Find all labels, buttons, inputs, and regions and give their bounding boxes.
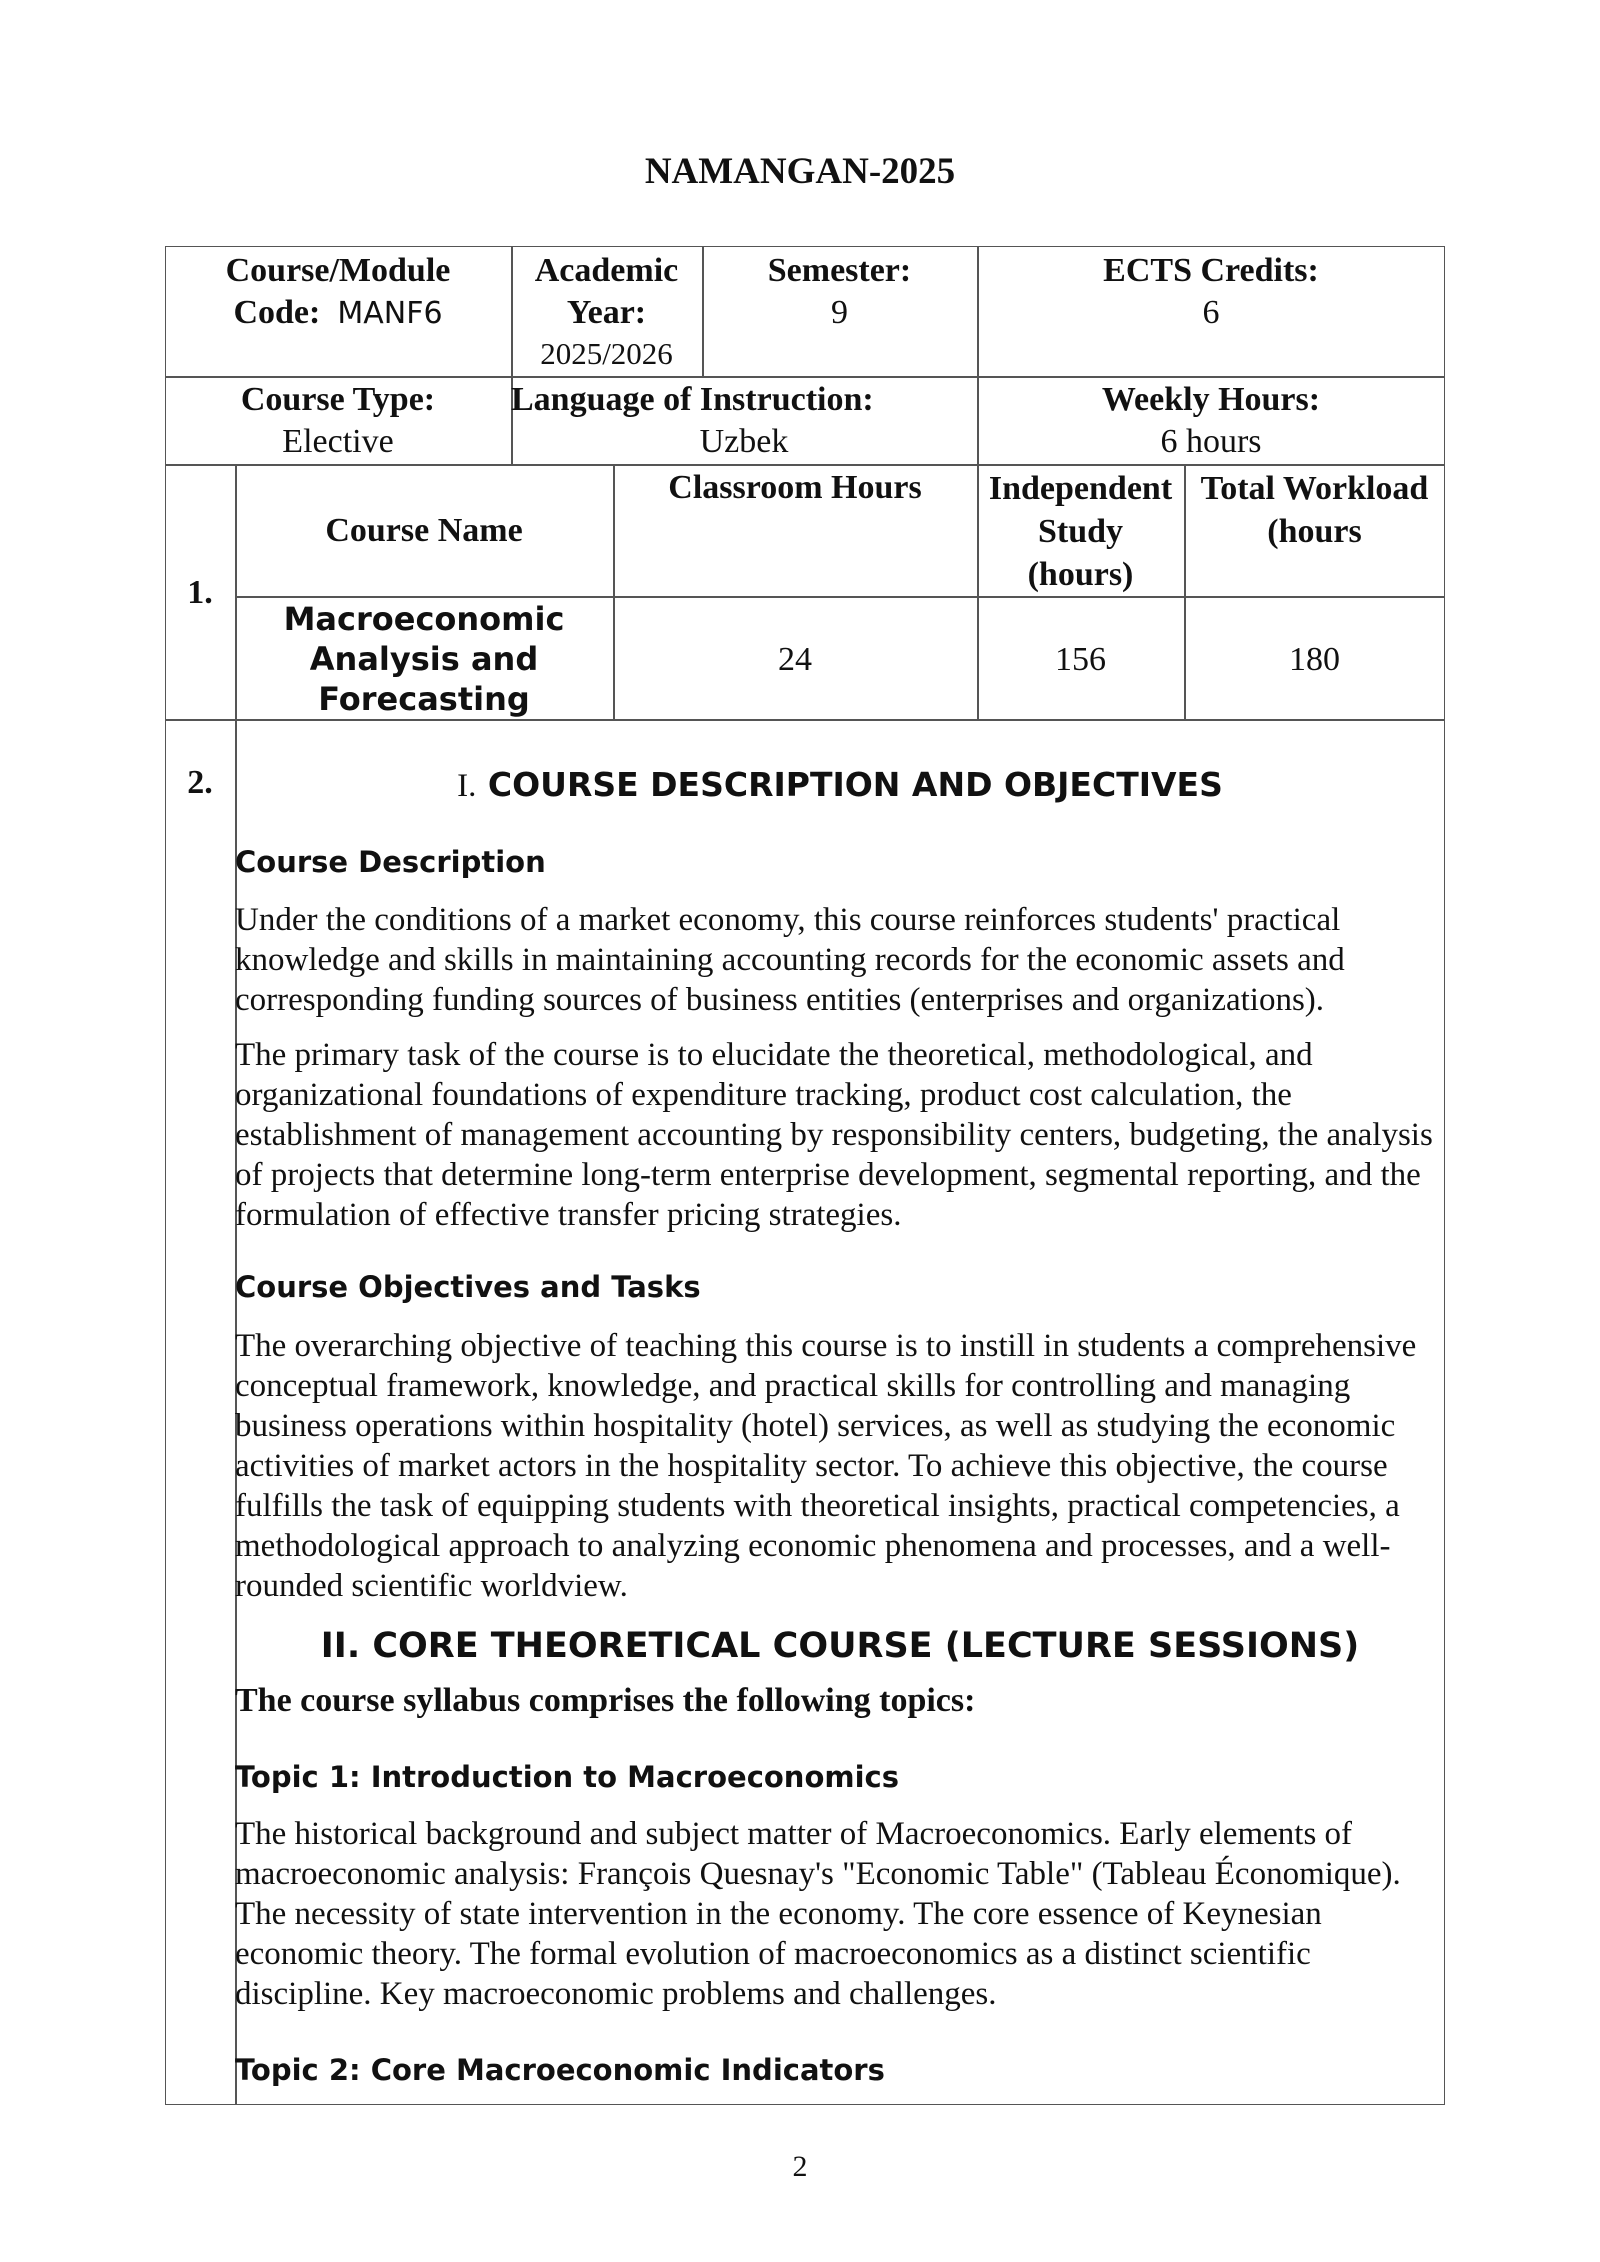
semester-label: Semester: [767,252,912,289]
table-divider [165,719,1445,721]
col-header-independent [977,467,1184,596]
ects-value: 6 [1202,294,1220,331]
course-type-label: Course Type: [240,381,436,418]
table-divider [165,464,1445,466]
course-code-cell [165,250,511,335]
language-cell [511,379,977,463]
section-2-heading [235,1626,1445,1666]
academic-year-label: Academic [534,252,679,289]
language-value: Uzbek [699,423,789,460]
col-header-total-1: Total Workload [1200,470,1429,507]
weekly-hours-value: 6 hours [1160,423,1262,460]
academic-year-label-2: Year: [566,294,647,331]
course-name-line-1: Macroeconomic [283,600,565,638]
ects-cell [977,250,1445,334]
weekly-hours-label: Weekly Hours: [1101,381,1321,418]
col-header-independent-2: Study [1037,513,1124,550]
course-description-heading: Course Description [235,845,546,879]
course-name-line-3: Forecasting [318,680,530,718]
course-type-value: Elective [282,423,394,460]
independent-hours-value: 156 [1055,641,1106,678]
course-name-value [235,599,613,719]
topic-1-heading: Topic 1: Introduction to Macroeconomics [235,1760,899,1794]
course-objectives-paragraph: The overarching objective of teaching this course is to instill in students a comprehensive conceptual framework, knowledge, and practical skills for controlling and managing business operations within hospitality (hotel) services, as well as studying the economic activities of market actors in the hospitality sector. To achieve this objective, the course fulfills the task of equipping students with theoretical insights, practical competencies, a methodological approach to analyzing economic phenomena and processes, and a well-rounded scientific worldview. [235,1328,1417,1604]
section-1-heading [235,765,1445,805]
topic-1-text: The historical background and subject matter of Macroeconomics. Early elements of macroeconomic analysis: François Quesnay's "Economic Table" (Tableau Économique). The necessity of state intervention in the economy. The core essence of Keynesian economic theory. The formal evolution of macroeconomics as a distinct scientific discipline. Key macroeconomic problems and challenges. [235,1816,1401,2012]
section-1-number: I. [457,768,477,804]
course-code-value: MANF6 [337,296,443,331]
row-number: 1. [187,574,213,611]
section-2-title: CORE THEORETICAL COURSE (LECTURE SESSIONS) [372,1626,1360,1666]
classroom-hours-value: 24 [778,641,812,678]
col-header-classroom: Classroom Hours [668,469,922,506]
table-divider [165,376,1445,378]
col-header-total-2: (hours [1267,513,1362,550]
course-name-line-2: Analysis and [309,640,539,678]
semester-cell [702,250,977,334]
academic-year-cell [511,250,702,374]
topic-2-heading: Topic 2: Core Macroeconomic Indicators [235,2053,885,2087]
page-title: NAMANGAN-2025 [644,151,956,192]
col-header-course-name: Course Name [325,512,523,549]
section-2-number: II. [320,1626,361,1666]
course-code-line [165,292,511,335]
col-header-total [1184,467,1445,553]
course-code-label-2: Code: [233,294,321,331]
course-description-paragraph-2: The primary task of the course is to elucidate the theoretical, methodological, and organizational foundations of expenditure tracking, product cost calculation, the establishment of management accounting by responsibility centers, budgeting, the analysis of projects that determine long-term enterprise development, segmental reporting, and the formulation of effective transfer pricing strategies. [235,1037,1433,1233]
syllabus-intro: The course syllabus comprises the following topics: [235,1682,976,1719]
course-code-label: Course/Module [225,252,451,289]
course-description-paragraph-1: Under the conditions of a market economy, this course reinforces students' practical knowledge and skills in maintaining accounting records for the economic assets and corresponding funding sources of business entities (enterprises and organizations). [235,902,1345,1018]
course-objectives-heading: Course Objectives and Tasks [235,1270,701,1304]
course-type-cell [165,379,511,463]
col-header-independent-1: Independent [988,470,1173,507]
row-number: 2. [187,764,213,801]
total-hours-value: 180 [1289,641,1340,678]
section-1-title: COURSE DESCRIPTION AND OBJECTIVES [487,765,1223,804]
col-header-independent-3: (hours) [1027,556,1134,593]
table-divider [235,596,1445,598]
academic-year-value: 2025/2026 [540,336,673,371]
language-label: Language of Instruction: [511,381,874,418]
ects-label: ECTS Credits: [1103,252,1319,289]
page-number: 2 [792,2150,808,2183]
weekly-hours-cell [977,379,1445,463]
semester-value: 9 [831,294,848,331]
